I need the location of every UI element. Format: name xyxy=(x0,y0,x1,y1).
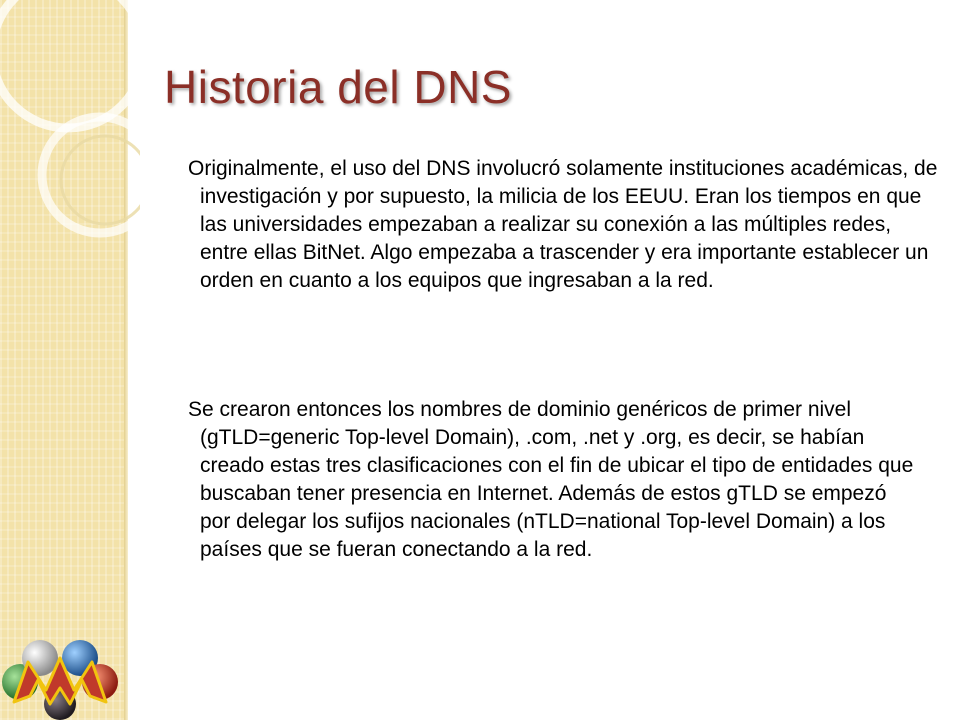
slide-title: Historia del DNS xyxy=(164,61,512,113)
decorative-rings xyxy=(0,0,140,320)
paragraph-gtld: Se crearon entonces los nombres de dominio genéricos de primer nivel (gTLD=generic Top-level Domain), .com, .net y .org, es decir, se habían creado estas tres clasificaciones con el fin de ubicar el tipo de entidades que buscaban tener presencia en Internet. Además de estos gTLD se empezó por delegar los sufijos nacionales (nTLD=national Top-level Domain) a los países que se fueran conectando a la red. xyxy=(188,398,914,561)
magic-logo-icon xyxy=(0,632,120,720)
paragraph-origins: Originalmente, el uso del DNS involucró solamente instituciones académicas, de investigación y por supuesto, la milicia de los EEUU. Eran los tiempos en que las universidades empezaban a realizar su conexión a las múltiples redes, entre ellas BitNet. Algo empezaba a trascender y era importante establecer un orden en cuanto a los equipos que ingresaban a la red. xyxy=(188,157,938,292)
